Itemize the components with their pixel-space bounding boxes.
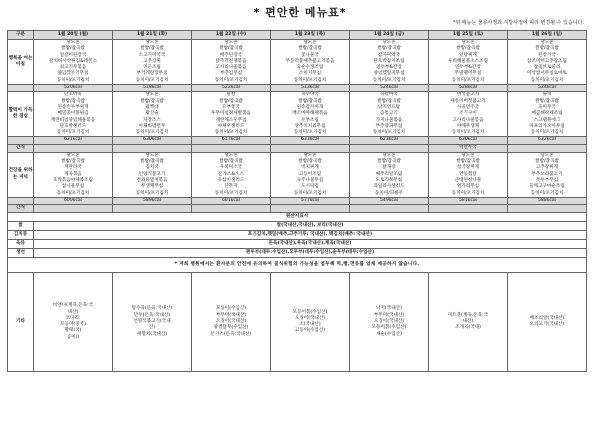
dish-item: 동치미/포기김치 xyxy=(530,130,564,136)
dish-item: 고사리나물볶음 xyxy=(215,65,247,71)
dish-item: 쌀밥/잡곡밥 xyxy=(219,159,243,165)
snack-cell xyxy=(271,205,350,213)
dish-item: 당노혼 xyxy=(382,152,396,158)
origin-text: 편두부(대두:수입산),모두부(대두:수입산),순두부(대두:수입산) xyxy=(34,249,587,258)
dish-item: 동치미/포기김치 xyxy=(530,190,564,196)
menu-cell xyxy=(192,152,271,197)
snack-cell xyxy=(34,205,113,213)
dish-item: 사골면주국 xyxy=(456,104,480,110)
kcal-value: 600kcal xyxy=(34,197,113,204)
dish-item: 고추장찌 xyxy=(143,58,161,64)
dish-item: 숙칼마국 xyxy=(380,92,398,98)
snack-label: 간식 xyxy=(8,205,34,213)
allergy-item: 광결닭무(수입산) xyxy=(213,325,249,331)
dish-item: 연근조림 xyxy=(143,65,161,71)
kcal-value: 623kcal xyxy=(350,137,429,144)
dish-item: 당노혼 xyxy=(145,92,159,98)
meal-row xyxy=(8,40,587,85)
kcal-label xyxy=(8,85,34,92)
dish-item: 동치미/포기김치 xyxy=(293,130,327,136)
allergy-item: 낙지(국내산) xyxy=(376,306,402,312)
menu-cell xyxy=(271,152,350,197)
snack-cell xyxy=(192,205,271,213)
dish-item: 당노혼 xyxy=(145,40,159,45)
header-label: 구분 xyxy=(8,31,34,40)
menu-cell xyxy=(508,152,587,197)
allergy-item: 산) xyxy=(148,325,156,331)
allergy-item: 부무미(국내산) xyxy=(215,312,247,318)
dish-item: 안동찜닭 xyxy=(459,171,477,177)
meal-row xyxy=(8,152,587,197)
dish-item: 당노혼 xyxy=(382,40,396,45)
dish-item: 꽃나물국 xyxy=(301,52,319,58)
dish-item: 당노혼 xyxy=(303,152,317,158)
allergy-item: 랑수육(돈육:국내산) xyxy=(131,306,173,312)
dish-item: 팔칼 xyxy=(226,92,236,98)
kcal-row xyxy=(8,137,587,144)
dish-item: 비지찌개 xyxy=(301,165,319,171)
dish-item: 계란채소우무침 xyxy=(215,117,247,123)
dish-item: 동치미/포기김치 xyxy=(451,77,485,83)
allergy-item: 만두(돈육:국내산) xyxy=(133,312,171,318)
kcal-label xyxy=(8,137,34,144)
allergy-item: 내산) xyxy=(462,318,474,324)
dish-item: 동치미/포기김치 xyxy=(293,190,327,196)
change-notice: *위 메뉴는 물류사정과 식당사정에 따라 변경될 수 있습니다. xyxy=(452,20,584,26)
dish-item: 동치미/포기김치 xyxy=(135,77,169,83)
dish-item: 얼갈이된장국 xyxy=(59,52,87,58)
allergy-cell xyxy=(271,273,350,372)
meal-row xyxy=(8,92,587,137)
menu-cell xyxy=(350,40,429,85)
allergy-item: 오징어(국내산) xyxy=(373,318,405,324)
snack-cell xyxy=(192,144,271,152)
day-header: 1월 26일 (일) xyxy=(508,31,587,40)
allergy-item: 황태(국) xyxy=(64,328,82,334)
snack-cell xyxy=(34,144,113,152)
meal-label: 행복을 여는 아침 xyxy=(8,40,34,85)
dish-item: 고등어조림 xyxy=(298,171,322,177)
kcal-value: 518kcal xyxy=(113,85,192,92)
menu-cell xyxy=(350,92,429,137)
origin-row xyxy=(8,249,587,258)
dish-item: 동치미/포기김치 xyxy=(56,77,90,83)
menu-cell xyxy=(508,40,587,85)
dish-item: 연두부&간장 xyxy=(455,65,481,71)
dish-item: 우묵미소국 xyxy=(219,165,243,171)
choking-warning: * 저희 병원에서는 환자분의 안전에 유의하여 질식위험의 가능성을 염두해 떡,빵,면류를 일체 제공하지 않습니다. xyxy=(8,258,587,273)
warning-row xyxy=(8,258,587,273)
menu-cell xyxy=(192,40,271,85)
allergy-item: 언양식불고기(국내 xyxy=(133,318,171,324)
dish-item: 양념깍두기무침 xyxy=(57,71,89,77)
dish-item: 숙순수정조림 xyxy=(296,65,324,71)
dish-item: 쌀밥/잡곡밥 xyxy=(140,159,164,165)
dish-item: 부추김무침 xyxy=(219,71,243,77)
dish-item: 쌀밥/잡곡밥 xyxy=(61,46,85,52)
dish-item: 동치미/포기김치 xyxy=(451,190,485,196)
menu-cell xyxy=(271,40,350,85)
snack-row xyxy=(8,144,587,152)
kcal-value: 617kcal xyxy=(192,137,271,144)
allergy-item: 돈가스(돈육:국내산) xyxy=(210,331,252,337)
allergy-item: 모등어(중국) xyxy=(60,322,86,328)
dish-item: 게란라국 xyxy=(64,165,82,171)
allergy-cell xyxy=(34,273,113,372)
allergy-item: 오리고기(국내산) xyxy=(529,322,565,328)
dish-item: 연두부&간장 xyxy=(376,65,402,71)
dish-item: 쌀밥/잡곡밥 xyxy=(377,98,401,104)
dish-item: 톳두부무침 xyxy=(535,177,559,183)
dish-item: 갈치바사삭튀김&레몬소 xyxy=(49,58,97,64)
dish-item: 동치미/포기김치 xyxy=(372,77,406,83)
dish-item: 아채비빔면무 xyxy=(138,123,166,129)
dish-item: 새송이버섯불고기 xyxy=(450,98,486,104)
allergy-item: 새순(수입산) xyxy=(376,331,402,337)
origin-label: 김치류 xyxy=(8,231,34,240)
dish-item: 동치미/포기김치 xyxy=(135,130,169,136)
dish-item: 낙지연포탕 xyxy=(377,104,401,110)
dish-item: 된송손두부찌개 xyxy=(57,104,89,110)
dish-item: 동치미/포기김치 xyxy=(214,190,248,196)
kcal-value: 524kcal xyxy=(350,85,429,92)
allergy-item: 오징어(국내산) xyxy=(294,315,326,321)
kcal-value: 513kcal xyxy=(271,85,350,92)
snack-cell xyxy=(350,205,429,213)
dish-item: 유부쫑국 xyxy=(222,104,240,110)
dish-item: 도토리묵무침 xyxy=(375,177,403,183)
snack-cell xyxy=(429,205,508,213)
dish-item: 무동력불배추불고기볶음 xyxy=(285,58,335,64)
dish-item: 쌀밥/잡곡밥 xyxy=(377,46,401,52)
dish-item: 팝뿌대 xyxy=(145,104,159,110)
dish-item: 부추양파무침 xyxy=(375,123,403,129)
origin-label: 육류 xyxy=(8,240,34,249)
dish-item: 단호박죽 xyxy=(64,92,82,98)
kcal-value: 581kcal xyxy=(429,197,508,204)
page-title: * 편안한 메뉴표* xyxy=(253,6,347,19)
allergy-label: 기타 xyxy=(8,273,34,372)
dish-item: 쌀밥/잡곡밥 xyxy=(377,159,401,165)
dish-item: 당노혼 xyxy=(66,152,80,158)
dish-item: 단호박샐러드 xyxy=(59,123,87,129)
dish-item: 참조미어고추장조림 xyxy=(527,58,567,64)
dish-item: 버섯불고기 xyxy=(456,92,480,98)
dish-item: 계란비빔양념해물볶음 xyxy=(50,117,96,123)
snack-cell: 떡만두국 xyxy=(429,144,508,152)
dish-item: 동치미/피클주 xyxy=(374,190,404,196)
kcal-value: 630kcal xyxy=(113,137,192,144)
dish-item: 메밀중이볼튀김 xyxy=(57,111,89,117)
dish-item: 매콤해작채조림 xyxy=(531,111,563,117)
meal-label: 활력이 가득한 점심 xyxy=(8,92,34,137)
menu-cell xyxy=(34,152,113,197)
kcal-value: 630kcal xyxy=(429,137,508,144)
allergy-item: 고등어(수입산) xyxy=(294,328,326,334)
dish-item: 쌀밥/잡곡밥 xyxy=(535,98,559,104)
dish-item: 참나물무침 xyxy=(61,184,85,190)
dish-item: 쌀밥/잡곡밥 xyxy=(298,98,322,104)
day-header: 1월 25일 (토) xyxy=(429,31,508,40)
menu-table xyxy=(7,30,587,372)
dish-item: 스크램블에그 xyxy=(533,117,561,123)
dish-item: 쇠고기무볶음 xyxy=(59,65,87,71)
allergy-item: 모등어(수입산) xyxy=(215,306,247,312)
kcal-value: 633kcal xyxy=(271,137,350,144)
dish-item: 당노혼 xyxy=(540,152,554,158)
menu-cell xyxy=(113,152,192,197)
dish-item: 소고기미역국 xyxy=(138,52,166,58)
meal-label: 건강을 위하는 저녁 xyxy=(8,152,34,197)
allergy-item: 미트볼(계육,돈육:국 xyxy=(447,312,489,318)
snack-cell xyxy=(113,144,192,152)
allergy-cell xyxy=(429,273,508,372)
dish-item: 무생채무침 xyxy=(140,184,164,190)
dish-item: 배추된장국 xyxy=(219,52,243,58)
snack-cell xyxy=(350,144,429,152)
allergy-item: 내산) xyxy=(67,309,79,315)
dish-item: 쌀밥/잡곡밥 xyxy=(535,159,559,165)
dish-item: 청국장찌개 xyxy=(456,165,480,171)
dish-item: 쌀밥/잡곡밥 xyxy=(61,159,85,165)
origin-text: 쌀(국내산,국내산), 보리(국내산) xyxy=(34,222,587,231)
dish-item: 당노혼 xyxy=(461,40,475,45)
snack-cell xyxy=(271,144,350,152)
dish-item: 계육볶음 xyxy=(64,171,82,177)
kcal-value: 528kcal xyxy=(429,85,508,92)
menu-cell xyxy=(271,92,350,137)
dish-item: 파장조스 xyxy=(143,117,161,123)
origin-label: 쌀 xyxy=(8,222,34,231)
kcal-label xyxy=(8,197,34,204)
dish-item: 황산슬 xyxy=(145,111,159,117)
kcal-value: 601kcal xyxy=(192,197,271,204)
origin-text: 포기김치,깻잎(배추,고추가루: 국내산), 백김치(배추: 국내산) xyxy=(34,231,587,240)
kcal-row xyxy=(8,85,587,92)
kcal-row xyxy=(8,197,587,204)
allergy-item: 베조리알(국내산) xyxy=(529,315,565,321)
dish-item: 당노혼 xyxy=(540,40,554,45)
dish-item: 소이지무침 xyxy=(298,71,322,77)
dish-item: 쌀밥/잡곡밥 xyxy=(535,46,559,52)
allergy-item: 비엔나(계육,돈육:국 xyxy=(52,303,94,309)
dish-item: 야채우샐러드 xyxy=(217,123,245,129)
kcal-value: 589kcal xyxy=(113,197,192,204)
dish-item: 숙주나물무침 xyxy=(296,177,324,183)
allergy-item: 모등어볶(수입산) xyxy=(292,309,328,315)
dish-item: 육미무국 xyxy=(538,104,556,110)
dish-item: 잡곡브로콜리 xyxy=(533,65,561,71)
menu-cell xyxy=(350,152,429,197)
dish-item: 무말랭이무침 xyxy=(454,71,482,77)
dish-item: 아삭쌈서무침토마토 xyxy=(527,71,567,77)
dish-item: 단무지 xyxy=(224,184,238,190)
snack-label: 간식 xyxy=(8,144,34,152)
dish-item: 고추장찌개 xyxy=(535,165,559,171)
menu-cell xyxy=(429,152,508,197)
dish-item: 도시락김 xyxy=(301,184,319,190)
dish-item: 당노혼 xyxy=(66,40,80,45)
origin-row xyxy=(8,222,587,231)
dish-item: 쌀밥/잡곡밥 xyxy=(61,98,85,104)
dish-item: 솜통고기 xyxy=(380,111,398,117)
day-header: 1월 22일 (수) xyxy=(192,31,271,40)
dish-item: 동치미/포기김치 xyxy=(530,77,564,83)
header-row xyxy=(8,31,587,40)
menu-cell xyxy=(429,40,508,85)
kcal-value: 549kcal xyxy=(350,197,429,204)
snack-cell xyxy=(113,205,192,213)
day-header: 1월 20일 (월) xyxy=(34,31,113,40)
dish-item: 당노혼 xyxy=(224,40,238,45)
dish-item: 야채무생채 xyxy=(456,123,480,129)
dish-item: 쌀밥/잡곡밥 xyxy=(219,46,243,52)
dish-item: 얼가리무침 xyxy=(456,184,480,190)
dish-item: 된장가국 xyxy=(538,52,556,58)
snack-row xyxy=(8,205,587,213)
dish-item: 동치미/포기김치 xyxy=(214,130,248,136)
dish-item: 류혁 xyxy=(542,92,552,98)
dish-item: 유삼치샐러드 xyxy=(217,177,245,183)
allergy-cell xyxy=(192,273,271,372)
dish-item: 조기구이 xyxy=(459,111,477,117)
dish-item: 당노혼 xyxy=(145,152,159,158)
origin-text: 돈육(국내산),우육(국내산),계육(국내산) xyxy=(34,240,587,249)
origin-title: 원산지표시 xyxy=(8,213,587,222)
kcal-value: 621kcal xyxy=(34,137,113,144)
menu-cell xyxy=(429,92,508,137)
dish-item: 동치미/포기김치 xyxy=(135,190,169,196)
allergy-item: 세멸치(국내산) xyxy=(136,331,168,337)
kcal-value: 524kcal xyxy=(508,85,587,92)
dish-item: 돈가스&소스 xyxy=(218,171,244,177)
dish-item: 후무이설경새발볶음 xyxy=(211,111,251,117)
dish-item: 당노혼 xyxy=(224,152,238,158)
allergy-item: 모등어볶(수입산) xyxy=(371,325,407,331)
dish-item: 쌀밥/잡곡밥 xyxy=(140,46,164,52)
allergy-row xyxy=(8,273,587,372)
dish-item: 근대된장나물 xyxy=(454,177,482,183)
origin-label: 생선 xyxy=(8,249,34,258)
allergy-cell xyxy=(113,273,192,372)
menu-cell xyxy=(113,92,192,137)
dish-item: 동치미/포기김치 xyxy=(293,77,327,83)
allergy-item: 부무미(국내산) xyxy=(373,312,405,318)
day-header: 1월 21일 (화) xyxy=(113,31,192,40)
dish-item: 동치미/포기김치 xyxy=(214,77,248,83)
dish-item: 두부조림 xyxy=(301,117,319,123)
menu-cell xyxy=(192,92,271,137)
day-header: 1월 23일 (목) xyxy=(271,31,350,40)
origin-row xyxy=(8,231,587,240)
dish-item: 된송감자찌개 xyxy=(296,104,324,110)
dish-item: 동치미/포기김치 xyxy=(56,130,90,136)
dish-item: 쌀밥/잡곡밥 xyxy=(456,46,480,52)
dish-item: 알탕찌개 xyxy=(459,52,477,58)
dish-item: 닭개장 xyxy=(382,165,396,171)
dish-item: 당노혼 xyxy=(461,152,475,158)
allergy-item: 오징어(국내산) xyxy=(215,318,247,324)
dish-item: 호박볶음야채복조림 xyxy=(53,177,93,183)
dish-item: 쌀밥/잡곡밥 xyxy=(219,98,243,104)
day-header: 1월 24일 (금) xyxy=(350,31,429,40)
dish-item: 가지나물볶음 xyxy=(375,117,403,123)
allergy-item: 콩이() xyxy=(66,334,80,340)
dish-item: 육수냐국 xyxy=(301,92,319,98)
dish-item: 감자미역국 xyxy=(377,52,401,58)
dish-item: 쌀밥/잡곡밥 xyxy=(298,159,322,165)
kcal-value: 520kcal xyxy=(34,85,113,92)
dish-item: 언양식불고기 xyxy=(138,171,166,177)
dish-item: 당노혼 xyxy=(303,40,317,45)
dish-item: 쌀밥/잡곡밥 xyxy=(456,159,480,165)
kcal-value: 577kcal xyxy=(271,197,350,204)
dish-item: 들깨고구마순조림 xyxy=(529,184,565,190)
dish-item: 양념깻잎지무침 xyxy=(373,71,405,77)
dish-item: 단호박감자조림 xyxy=(373,58,405,64)
origin-row xyxy=(8,240,587,249)
snack-cell xyxy=(508,205,587,213)
allergy-item: 조개기(국내) xyxy=(455,325,481,331)
dish-item: 부거계란장무침 xyxy=(136,71,168,77)
menu-cell xyxy=(34,40,113,85)
kcal-value: 588kcal xyxy=(508,197,587,204)
dish-item: 견과류멸치볶음 xyxy=(136,177,168,183)
menu-cell xyxy=(508,92,587,137)
dish-item: 백소마야해채볶음 xyxy=(292,111,328,117)
dish-item: 과일와사샐러드 xyxy=(373,184,405,190)
dish-item: 닭주먹전쟁볶음 xyxy=(215,58,247,64)
kcal-value: 522kcal xyxy=(192,85,271,92)
allergy-cell xyxy=(350,273,429,372)
dish-item: 김치국 xyxy=(145,165,159,171)
dish-item: 동치미/포기김치 xyxy=(56,190,90,196)
allergy-item: 코다리: xyxy=(65,315,81,321)
dish-item: 고사리나물볶음 xyxy=(452,117,484,123)
dish-item: 동치미/포기김치 xyxy=(451,130,485,136)
dish-item: 우희해물볼소스조림 xyxy=(448,58,488,64)
dish-item: 쌀밥/잡곡밥 xyxy=(140,98,164,104)
dish-item: 메추리알조림 xyxy=(375,171,403,177)
dish-item: 파프리카오이무침 xyxy=(529,123,565,129)
kcal-value: 632kcal xyxy=(508,137,587,144)
allergy-cell xyxy=(508,273,587,372)
allergy-item: 소(국내산) xyxy=(299,322,321,328)
dish-item: 상추치커리무침 xyxy=(294,123,326,129)
snack-cell xyxy=(508,144,587,152)
dish-item: 쌀밥/잡곡밥 xyxy=(298,46,322,52)
menu-cell xyxy=(113,40,192,85)
origin-title-row xyxy=(8,213,587,222)
dish-item: 부추오리불고기 xyxy=(531,171,563,177)
dish-item: 동치미/포기김치 xyxy=(372,130,406,136)
menu-cell xyxy=(34,92,113,137)
